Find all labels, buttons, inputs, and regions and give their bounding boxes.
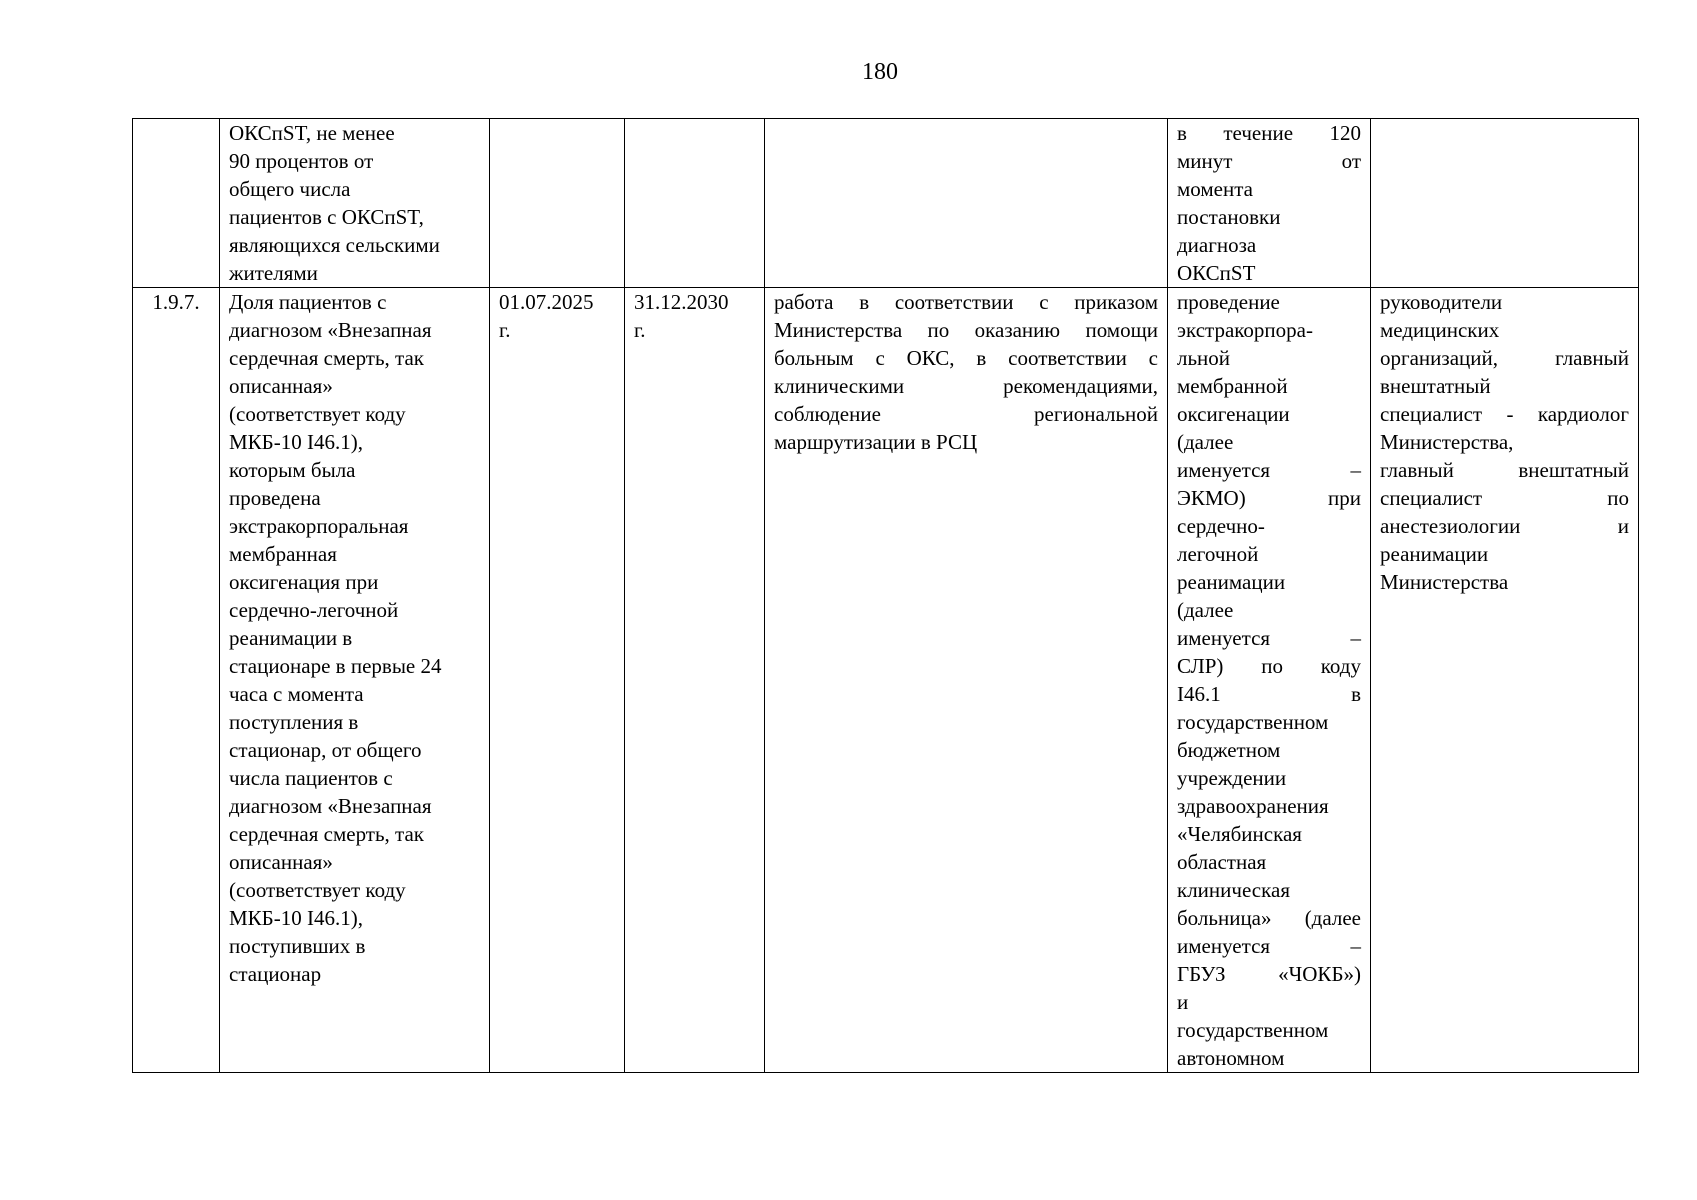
cell-text-line: которым была <box>229 458 356 482</box>
cell-text-line: работа в соответствии с приказом <box>774 290 1158 314</box>
cell-text-line: медицинских <box>1380 318 1500 342</box>
cell-text-line: больница» (далее <box>1177 906 1361 930</box>
cell-number <box>133 288 220 1073</box>
cell-indicator <box>220 288 490 1073</box>
cell-text-line: реанимации в <box>229 626 353 650</box>
cell-text-line: и <box>1177 990 1189 1014</box>
cell-text-line: стационар, от общего <box>229 738 422 762</box>
cell-text-line: соблюдение региональной <box>774 402 1158 426</box>
cell-text-line: проведение <box>1177 290 1280 314</box>
cell-text-line: ЭКМО) при <box>1177 486 1361 510</box>
cell-text-line: (соответствует коду <box>229 878 406 902</box>
cell-text-line: сердечно- <box>1177 514 1265 538</box>
cell-text-line: реанимации <box>1380 542 1489 566</box>
cell-text-line: Доля пациентов с <box>229 290 387 314</box>
page-number: 180 <box>862 59 898 85</box>
cell-text-line: общего числа <box>229 177 351 201</box>
cell-responsible <box>1371 288 1639 1073</box>
cell-text-line: учреждении <box>1177 766 1287 790</box>
cell-text-line: стационар <box>229 962 322 986</box>
cell-text-line: больным с ОКС, в соответствии с <box>774 346 1158 370</box>
cell-text-line: организаций, главный <box>1380 346 1629 370</box>
cell-text-line: клиническая <box>1177 878 1290 902</box>
cell-text-line: руководители <box>1380 290 1503 314</box>
cell-text-line: анестезиологии и <box>1380 514 1629 538</box>
cell-text-line: 01.07.2025 <box>499 290 594 314</box>
cell-end-date <box>625 288 765 1073</box>
cell-text-line: Министерства по оказанию помощи <box>774 318 1158 342</box>
cell-text-line: в течение 120 <box>1177 121 1361 145</box>
table-row-1-9-7 <box>133 288 1639 1073</box>
cell-end-date-empty <box>625 119 765 288</box>
cell-text-line: государственном <box>1177 710 1329 734</box>
cell-text-line: (далее <box>1177 598 1234 622</box>
cell-text-line: экстракорпора- <box>1177 318 1313 342</box>
table-row-continued <box>133 119 1639 288</box>
cell-text-line: 90 процентов от <box>229 149 374 173</box>
cell-text-line: Министерства <box>1380 570 1509 594</box>
cell-responsible-empty <box>1371 119 1639 288</box>
cell-text-line: внештатный <box>1380 374 1491 398</box>
cell-text-line: описанная» <box>229 850 333 874</box>
cell-text-line: оксигенация при <box>229 570 379 594</box>
cell-text-line: г. <box>499 318 511 342</box>
cell-text-line: являющихся сельскими <box>229 233 440 257</box>
cell-text-line: именуется – <box>1177 934 1361 958</box>
cell-text-line: государственном <box>1177 1018 1329 1042</box>
cell-text-line: пациентов с ОКСпST, <box>229 205 424 229</box>
cell-text-line: главный внештатный <box>1380 458 1629 482</box>
cell-text-line: реанимации <box>1177 570 1286 594</box>
cell-text-line: сердечно-легочной <box>229 598 399 622</box>
cell-text-line: диагноза <box>1177 233 1257 257</box>
cell-text-line: областная <box>1177 850 1267 874</box>
cell-text-line: именуется – <box>1177 458 1361 482</box>
cell-start-date <box>490 288 625 1073</box>
cell-text-line: часа с момента <box>229 682 364 706</box>
cell-text-line: ОКСпST, не менее <box>229 121 395 145</box>
cell-text-line: 31.12.2030 <box>634 290 729 314</box>
cell-text-line: МКБ-10 I46.1), <box>229 430 363 454</box>
cell-text-line: сердечная смерть, так <box>229 822 424 846</box>
cell-text-line: стационаре в первые 24 <box>229 654 442 678</box>
cell-text-line: постановки <box>1177 205 1281 229</box>
cell-text-line: I46.1 в <box>1177 682 1361 706</box>
cell-text-line: МКБ-10 I46.1), <box>229 906 363 930</box>
cell-text-line: бюджетном <box>1177 738 1281 762</box>
cell-text-line: здравоохранения <box>1177 794 1329 818</box>
cell-text-line: момента <box>1177 177 1253 201</box>
cell-text-line: сердечная смерть, так <box>229 346 424 370</box>
cell-text-line: минут от <box>1177 149 1361 173</box>
row-number: 1.9.7. <box>152 290 200 314</box>
cell-text-line: экстракорпоральная <box>229 514 409 538</box>
cell-text-line: легочной <box>1177 542 1259 566</box>
cell-text-line: специалист по <box>1380 486 1629 510</box>
cell-text-line: (соответствует коду <box>229 402 406 426</box>
cell-text-line: именуется – <box>1177 626 1361 650</box>
cell-text-line: поступивших в <box>229 934 366 958</box>
cell-result <box>1168 288 1371 1073</box>
cell-text-line: оксигенации <box>1177 402 1290 426</box>
cell-text-line: диагнозом «Внезапная <box>229 318 432 342</box>
cell-indicator <box>220 119 490 288</box>
cell-text-line: ОКСпST <box>1177 261 1256 285</box>
cell-result <box>1168 119 1371 288</box>
cell-activity <box>765 288 1168 1073</box>
cell-text-line: специалист - кардиолог <box>1380 402 1629 426</box>
measures-table <box>132 118 1639 1073</box>
cell-text-line: автономном <box>1177 1046 1285 1070</box>
cell-text-line: ГБУЗ «ЧОКБ») <box>1177 962 1361 986</box>
cell-text-line: описанная» <box>229 374 333 398</box>
cell-text-line: поступления в <box>229 710 359 734</box>
cell-start-date-empty <box>490 119 625 288</box>
cell-text-line: проведена <box>229 486 321 510</box>
cell-text-line: клиническими рекомендациями, <box>774 374 1158 398</box>
cell-text-line: (далее <box>1177 430 1234 454</box>
cell-text-line: «Челябинская <box>1177 822 1302 846</box>
cell-text-line: льной <box>1177 346 1231 370</box>
cell-text-line: диагнозом «Внезапная <box>229 794 432 818</box>
cell-text-line: СЛР) по коду <box>1177 654 1361 678</box>
cell-number-empty <box>133 119 220 288</box>
cell-activity-empty <box>765 119 1168 288</box>
cell-text-line: мембранная <box>229 542 337 566</box>
cell-text-line: числа пациентов с <box>229 766 393 790</box>
cell-text-line: г. <box>634 318 646 342</box>
cell-text-line: мембранной <box>1177 374 1288 398</box>
cell-text-line: Министерства, <box>1380 430 1514 454</box>
cell-text-line: маршрутизации в РСЦ <box>774 430 978 454</box>
cell-text-line: жителями <box>229 261 318 285</box>
